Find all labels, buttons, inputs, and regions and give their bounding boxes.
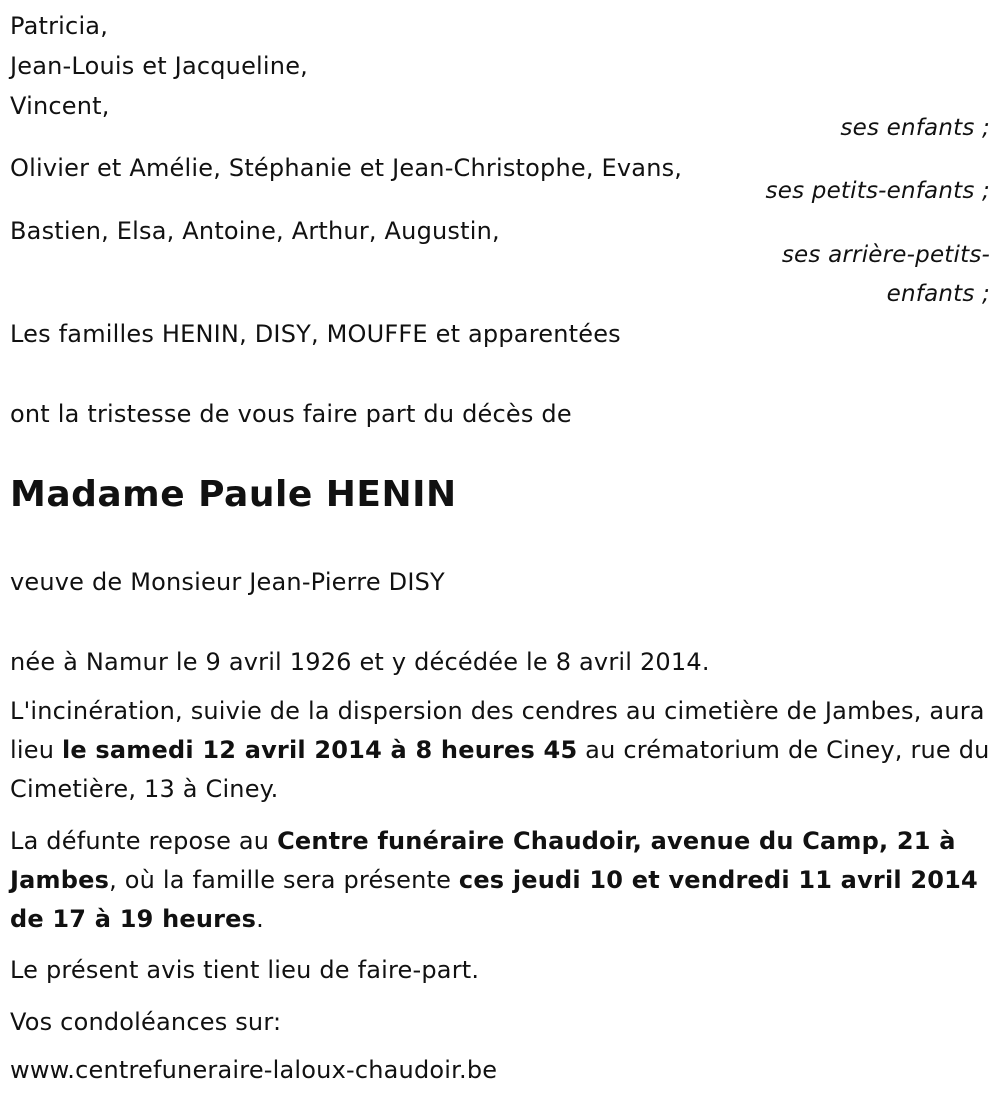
grandchildren-names: Olivier et Amélie, Stéphanie et Jean-Christophe, Evans, (10, 154, 683, 182)
repose-text-1: La défunte repose au (10, 827, 278, 855)
repose-times: ces jeudi 10 et vendredi 11 avril 2014 de 17 à 19 heures (10, 866, 978, 933)
notice-line: Le présent avis tient lieu de faire-part. (10, 956, 480, 984)
children-relation: ses enfants ; (840, 115, 990, 141)
announcement-line: ont la tristesse de vous faire part du décès de (10, 400, 572, 428)
ceremony-text-1: L'incinération, suivie de la dispersion des cendres au cimetière de Jambes, aura lieu (10, 697, 985, 764)
ceremony-paragraph (10, 692, 990, 809)
birth-death-line: née à Namur le 9 avril 1926 et y décédée le 8 avril 2014. (10, 648, 710, 676)
child-name-2: Jean-Louis et Jacqueline, (10, 52, 309, 80)
condolences-url[interactable]: www.centrefuneraire-laloux-chaudoir.be (10, 1056, 498, 1084)
repose-text-2: , où la famille sera présente (109, 866, 459, 894)
great-grandchildren-relation-line2: enfants ; (886, 281, 990, 307)
child-name-1: Patricia, (10, 12, 109, 40)
deceased-name: Madame Paule HENIN (10, 474, 457, 515)
condolences-label: Vos condoléances sur: (10, 1008, 282, 1036)
widow-of-line: veuve de Monsieur Jean-Pierre DISY (10, 568, 445, 596)
families-line: Les familles HENIN, DISY, MOUFFE et apparentées (10, 320, 621, 348)
ceremony-text-2: au crématorium de Ciney, rue du Cimetière, 13 à Ciney. (10, 736, 990, 803)
repose-paragraph (10, 822, 990, 939)
great-grandchildren-relation-line1: ses arrière-petits- (781, 242, 990, 268)
great-grandchildren-names: Bastien, Elsa, Antoine, Arthur, Augustin, (10, 217, 500, 245)
grandchildren-relation: ses petits-enfants ; (765, 178, 990, 204)
ceremony-date: le samedi 12 avril 2014 à 8 heures 45 (61, 736, 578, 764)
repose-text-3: . (256, 905, 264, 933)
child-name-3: Vincent, (10, 92, 110, 120)
repose-place: Centre funéraire Chaudoir, avenue du Camp, 21 à Jambes (10, 827, 956, 894)
